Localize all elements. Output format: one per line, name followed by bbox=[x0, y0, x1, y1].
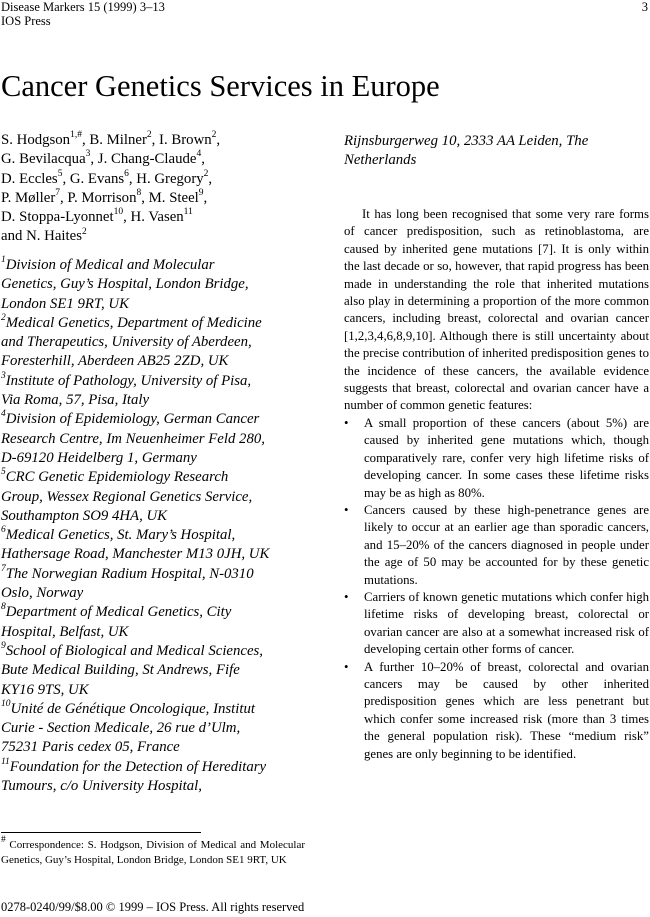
text-segment: School of Biological and Medical Sciences, bbox=[5, 642, 263, 659]
text-segment: Hospital, Belfast, UK bbox=[1, 623, 129, 640]
affiliation-line bbox=[1, 777, 321, 796]
superscript-marker: 1,# bbox=[70, 130, 82, 141]
article-title: Cancer Genetics Services in Europe bbox=[1, 69, 440, 103]
affiliation-line bbox=[1, 410, 321, 429]
affiliation-line bbox=[1, 545, 321, 564]
affiliation-line bbox=[1, 738, 321, 757]
superscript-marker: 7 bbox=[1, 563, 6, 574]
text-segment: Division of Epidemiology, German Cancer bbox=[5, 411, 260, 428]
list-item-text: A further 10–20% of breast, colorectal and ovarian cancers may be caused by other inherited predisposition genes which are less penetrant but which confer some increased risk (more than 3 times the general population risk). These “medium risk” genes are only beginning to be identified. bbox=[364, 659, 649, 761]
text-segment: D. Stoppa-Lyonnet bbox=[1, 209, 114, 226]
text-segment: D-69120 Heidelberg 1, Germany bbox=[1, 449, 197, 466]
superscript-marker: 4 bbox=[196, 149, 202, 160]
superscript-marker: 2 bbox=[81, 226, 87, 237]
superscript-marker: 2 bbox=[211, 130, 217, 141]
text-segment: , H. Vasen bbox=[123, 209, 184, 226]
affiliation-line bbox=[1, 758, 321, 777]
text-segment: , G. Evans bbox=[62, 170, 125, 187]
text-segment: Foundation for the Detection of Hereditary bbox=[9, 758, 267, 775]
affiliation-line bbox=[1, 661, 321, 680]
text-segment: , H. Gregory bbox=[128, 170, 204, 187]
text-segment: The Norwegian Radium Hospital, N-0310 bbox=[5, 565, 254, 582]
affiliation-line bbox=[1, 488, 321, 507]
text-segment: Foresterhill, Aberdeen AB25 2ZD, UK bbox=[1, 353, 229, 370]
text-segment: D. Eccles bbox=[1, 170, 58, 187]
affiliation-line: Netherlands bbox=[344, 152, 417, 169]
affiliation-line bbox=[1, 719, 321, 738]
text-segment: Southampton SO9 4HA, UK bbox=[1, 507, 168, 524]
affiliation-line bbox=[1, 430, 321, 449]
text-segment: G. Bevilacqua bbox=[1, 151, 86, 168]
list-item bbox=[344, 659, 649, 763]
superscript-marker: 4 bbox=[1, 409, 6, 420]
text-segment: Unité de Génétique Oncologique, Institut bbox=[10, 700, 256, 717]
affiliation-line bbox=[1, 565, 321, 584]
superscript-marker: 10 bbox=[113, 207, 124, 218]
intro-paragraph: It has long been recognised that some very rare forms of cancer predisposition, such as retinoblastoma, are caused by inherited gene mutations [7]. It is only within the last decade or so, however, that rapid progress has been made in understanding the role that inherited mutations also play in determining a proportion of the more common cancers, including breast, colorectal and ovarian cancer [1,2,3,4,6,8,9,10]. Although there is still uncertainty about the precise contribution of inherited predisposition genes to the incidence of these cancers, the available evidence suggests that breast, colorectal and ovarian cancer have a number of common genetic features: bbox=[344, 207, 649, 413]
text-segment: 75231 Paris cedex 05, France bbox=[1, 739, 180, 756]
superscript-marker: 3 bbox=[1, 370, 6, 381]
bullet-icon: • bbox=[344, 415, 349, 430]
footnote-separator bbox=[1, 832, 201, 833]
text-segment: , J. Chang-Claude bbox=[90, 151, 197, 168]
text-segment: , I. Brown bbox=[151, 132, 212, 148]
footnote-text: Correspondence: S. Hodgson, Division of Medical and Molecular Genetics, Guy’s Hospital, London Bridge, London SE1 9RT, UK bbox=[1, 839, 305, 866]
superscript-marker: 6 bbox=[1, 525, 6, 536]
feature-list bbox=[344, 415, 649, 763]
text-segment: , M. Steel bbox=[141, 189, 199, 206]
superscript-marker: 10 bbox=[1, 698, 11, 709]
superscript-marker: 11 bbox=[1, 756, 10, 767]
text-segment: Tumours, c/o University Hospital, bbox=[1, 778, 202, 795]
text-segment: , bbox=[208, 170, 213, 187]
bullet-icon: • bbox=[344, 589, 349, 604]
text-segment: Department of Medical Genetics, City bbox=[5, 604, 232, 621]
text-segment: Institute of Pathology, University of Pisa, bbox=[5, 372, 252, 389]
affiliation-line: Rijnsburgerweg 10, 2333 AA Leiden, The bbox=[344, 133, 589, 149]
publisher-name: IOS Press bbox=[1, 14, 51, 28]
author-line bbox=[1, 189, 321, 208]
text-segment: and N. Haites bbox=[1, 228, 82, 245]
bullet-icon: • bbox=[344, 502, 349, 517]
text-segment: and Therapeutics, University of Aberdeen, bbox=[1, 334, 252, 351]
affiliation-line bbox=[1, 642, 321, 661]
affiliation-line bbox=[1, 603, 321, 622]
superscript-marker: 1 bbox=[1, 255, 6, 266]
affiliation-line bbox=[1, 275, 321, 294]
text-segment: Bute Medical Building, St Andrews, Fife bbox=[1, 662, 240, 679]
text-segment: Oslo, Norway bbox=[1, 585, 84, 602]
text-segment: Hathersage Road, Manchester M13 0JH, UK bbox=[1, 546, 270, 563]
list-item-text: Carriers of known genetic mutations which confer high lifetime risks of developing breast, colorectal or ovarian cancer are also at a somewhat increased risk of developing certain other forms of cancer. bbox=[364, 589, 649, 657]
text-segment: Curie - Section Medicale, 26 rue d’Ulm, bbox=[1, 720, 241, 737]
superscript-marker: 5 bbox=[57, 168, 63, 179]
page-number: 3 bbox=[641, 0, 648, 14]
superscript-marker: 2 bbox=[146, 130, 152, 141]
text-segment: Genetics, Guy’s Hospital, London Bridge, bbox=[1, 276, 249, 293]
author-line bbox=[1, 150, 321, 169]
text-segment: KY16 9TS, UK bbox=[1, 681, 89, 698]
text-segment: Medical Genetics, St. Mary’s Hospital, bbox=[5, 527, 236, 544]
journal-citation: Disease Markers 15 (1999) 3–13 bbox=[1, 0, 165, 14]
text-segment: Research Centre, Im Neuenheimer Feld 280, bbox=[1, 430, 265, 447]
affiliation-line bbox=[1, 681, 321, 700]
superscript-marker: 9 bbox=[1, 641, 6, 652]
affiliation-line bbox=[1, 507, 321, 526]
affiliation-line bbox=[1, 333, 321, 352]
superscript-marker: 6 bbox=[124, 168, 129, 179]
superscript-marker: 11 bbox=[183, 207, 193, 218]
list-item bbox=[344, 589, 649, 659]
superscript-marker: 8 bbox=[136, 187, 142, 198]
affiliation-line bbox=[1, 449, 321, 468]
author-list bbox=[1, 131, 321, 247]
text-segment: S. Hodgson bbox=[1, 132, 71, 148]
affiliation-line bbox=[1, 700, 321, 719]
text-segment: , bbox=[201, 151, 205, 168]
superscript-marker: 3 bbox=[85, 149, 91, 160]
bullet-icon: • bbox=[344, 659, 349, 674]
text-segment: , B. Milner bbox=[81, 132, 147, 148]
affiliation-line bbox=[1, 468, 321, 487]
superscript-marker: 7 bbox=[55, 187, 61, 198]
affiliation-line bbox=[1, 526, 321, 545]
affiliation-list bbox=[1, 256, 321, 796]
superscript-marker: 5 bbox=[1, 467, 6, 478]
text-segment: CRC Genetic Epidemiology Research bbox=[5, 469, 229, 486]
superscript-marker: 2 bbox=[203, 168, 209, 179]
affiliation-line bbox=[1, 372, 321, 391]
affiliation-line bbox=[1, 256, 321, 275]
text-segment: London SE1 9RT, UK bbox=[1, 295, 129, 312]
text-segment: Division of Medical and Molecular bbox=[5, 257, 215, 273]
affiliation-continuation bbox=[344, 132, 650, 171]
article-body bbox=[344, 206, 649, 763]
superscript-marker: 9 bbox=[198, 187, 204, 198]
author-line bbox=[1, 131, 321, 150]
text-segment: Medical Genetics, Department of Medicine bbox=[5, 314, 262, 331]
text-segment: , P. Morrison bbox=[60, 189, 137, 206]
author-line bbox=[1, 208, 321, 227]
author-line bbox=[1, 227, 321, 246]
footnote-mark: # bbox=[1, 835, 6, 846]
affiliation-line bbox=[1, 623, 321, 642]
list-item bbox=[344, 415, 649, 502]
list-item bbox=[344, 502, 649, 589]
affiliation-line bbox=[1, 314, 321, 333]
list-item-text: Cancers caused by these high-penetrance genes are likely to occur at an earlier age than sporadic cancers, and 15–20% of the cancers diagnosed in people under the age of 50 may be accounted for by these genetic mutations. bbox=[364, 502, 649, 587]
affiliation-line bbox=[1, 391, 321, 410]
list-item-text: A small proportion of these cancers (about 5%) are caused by inherited gene mutations which, though comparatively rare, confer very high lifetime risks of developing cancer. In some cases these lifetime risks may be as high as 80%. bbox=[364, 415, 649, 500]
copyright-notice: 0278-0240/99/$8.00 © 1999 – IOS Press. All rights reserved bbox=[1, 900, 305, 914]
text-segment: , bbox=[203, 189, 208, 206]
author-line bbox=[1, 170, 321, 189]
correspondence-footnote bbox=[1, 835, 305, 867]
text-segment: , bbox=[216, 132, 221, 148]
affiliation-line bbox=[1, 295, 321, 314]
text-segment: Group, Wessex Regional Genetics Service, bbox=[1, 488, 253, 505]
superscript-marker: 2 bbox=[1, 312, 6, 323]
text-segment: Via Roma, 57, Pisa, Italy bbox=[1, 392, 150, 409]
affiliation-line bbox=[1, 352, 321, 371]
text-segment: P. Møller bbox=[1, 189, 56, 206]
affiliation-line bbox=[1, 584, 321, 603]
superscript-marker: 8 bbox=[1, 602, 6, 613]
